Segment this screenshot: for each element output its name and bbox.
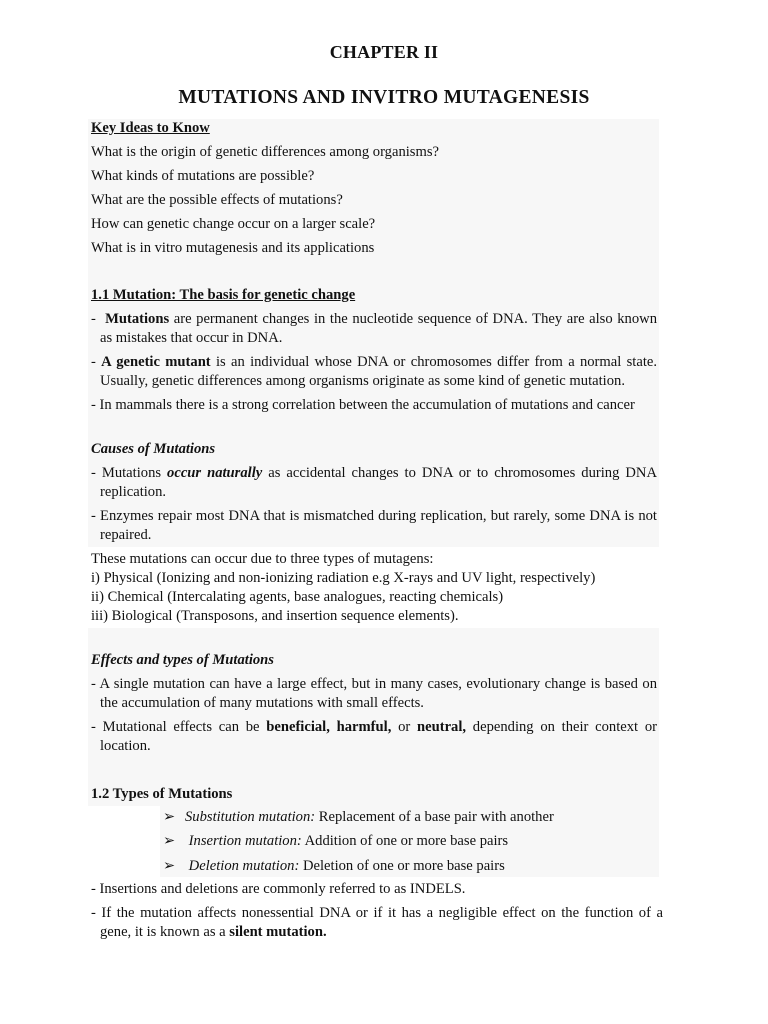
term-genetic-mutant: A genetic mutant — [101, 354, 211, 370]
section-1-1-heading: 1.1 Mutation: The basis for genetic change — [91, 287, 356, 303]
genetic-mutant-definition — [91, 353, 657, 391]
arrow-bullet-icon: ➢ — [163, 858, 176, 874]
mutagen-type: i) Physical (Ionizing and non-ionizing radiation e.g X-rays and UV light, respectively) — [91, 570, 596, 586]
page-title: MUTATIONS AND INVITRO MUTAGENESIS — [178, 87, 590, 108]
effects-p2-mid: or — [391, 719, 417, 735]
arrow-bullet-icon: ➢ — [163, 809, 176, 825]
genetic-mutant-text: is an individual whose DNA or chromosomes differ from a normal state. Usually, genetic differences among organisms originate as some kind of genetic mutation. — [100, 354, 657, 389]
mutagen-type: iii) Biological (Transposons, and insertion sequence elements). — [91, 608, 459, 624]
key-idea-item: What kinds of mutations are possible? — [91, 168, 315, 184]
effects-p2-rest: depending on their context or location. — [100, 719, 657, 754]
mutagen-type: ii) Chemical (Intercalating agents, base analogues, reacting chemicals) — [91, 589, 504, 605]
causes-p1-pre: - Mutations — [91, 465, 168, 481]
causes-p1-rest: as accidental changes to DNA or to chromosomes during DNA replication. — [100, 465, 657, 500]
key-idea-item: What are the possible effects of mutations? — [91, 192, 343, 208]
mutation-type-bullet — [163, 857, 505, 876]
term-silent-mutation: silent mutation. — [229, 924, 327, 940]
indels-note: - Insertions and deletions are commonly referred to as INDELS. — [91, 881, 466, 897]
causes-paragraph-1 — [91, 464, 657, 502]
mutation-type-term: Deletion mutation: — [188, 858, 300, 874]
silent-pre: - If the mutation affects nonessential DNA or if it has a negligible effect on the function of a gene, it is known as a — [91, 905, 663, 940]
arrow-bullet-icon: ➢ — [163, 833, 176, 849]
causes-heading: Causes of Mutations — [91, 441, 216, 457]
term-beneficial-harmful: beneficial, harmful, — [266, 719, 392, 735]
mutation-type-bullet — [163, 832, 508, 851]
key-idea-item: How can genetic change occur on a larger scale? — [91, 216, 376, 232]
effects-heading: Effects and types of Mutations — [91, 652, 274, 668]
chapter-label: CHAPTER II — [329, 42, 439, 62]
mutation-type-desc: Replacement of a base pair with another — [315, 809, 554, 825]
key-idea-item: What is in vitro mutagenesis and its applications — [91, 240, 375, 256]
effects-paragraph-2 — [91, 718, 657, 756]
mutation-type-bullet — [163, 808, 554, 827]
term-mutations: Mutations — [105, 311, 170, 327]
key-ideas-heading: Key Ideas to Know — [91, 120, 210, 136]
effects-paragraph-1 — [91, 675, 657, 713]
mutations-definition — [91, 310, 657, 348]
effects-p1-text: - A single mutation can have a large effect, but in many cases, evolutionary change is based on the accumulation of many mutations with small effects. — [91, 676, 657, 711]
dash: - — [91, 311, 101, 327]
dash: - — [91, 354, 102, 370]
mutations-definition-text: are permanent changes in the nucleotide sequence of DNA. They are also known as mistakes that occur in DNA. — [100, 311, 657, 346]
mutation-type-desc: Addition of one or more base pairs — [301, 833, 509, 849]
causes-paragraph-2 — [91, 507, 657, 545]
section-1-2-heading: 1.2 Types of Mutations — [91, 786, 233, 802]
mutagen-intro: These mutations can occur due to three types of mutagens: — [91, 551, 434, 567]
effects-p2-pre: - Mutational effects can be — [91, 719, 267, 735]
mutation-type-term: Insertion mutation: — [188, 833, 302, 849]
key-idea-item: What is the origin of genetic differences among organisms? — [91, 144, 439, 160]
mutation-type-desc: Deletion of one or more base pairs — [299, 858, 505, 874]
term-neutral: neutral, — [417, 719, 467, 735]
causes-p2-text: - Enzymes repair most DNA that is mismatched during replication, but rarely, some DNA is not repaired. — [91, 508, 657, 543]
cancer-correlation: - In mammals there is a strong correlation between the accumulation of mutations and cancer — [91, 397, 635, 413]
mutation-type-term: Substitution mutation: — [185, 809, 316, 825]
term-occur-naturally: occur naturally — [167, 465, 263, 481]
silent-mutation-paragraph — [91, 904, 663, 942]
